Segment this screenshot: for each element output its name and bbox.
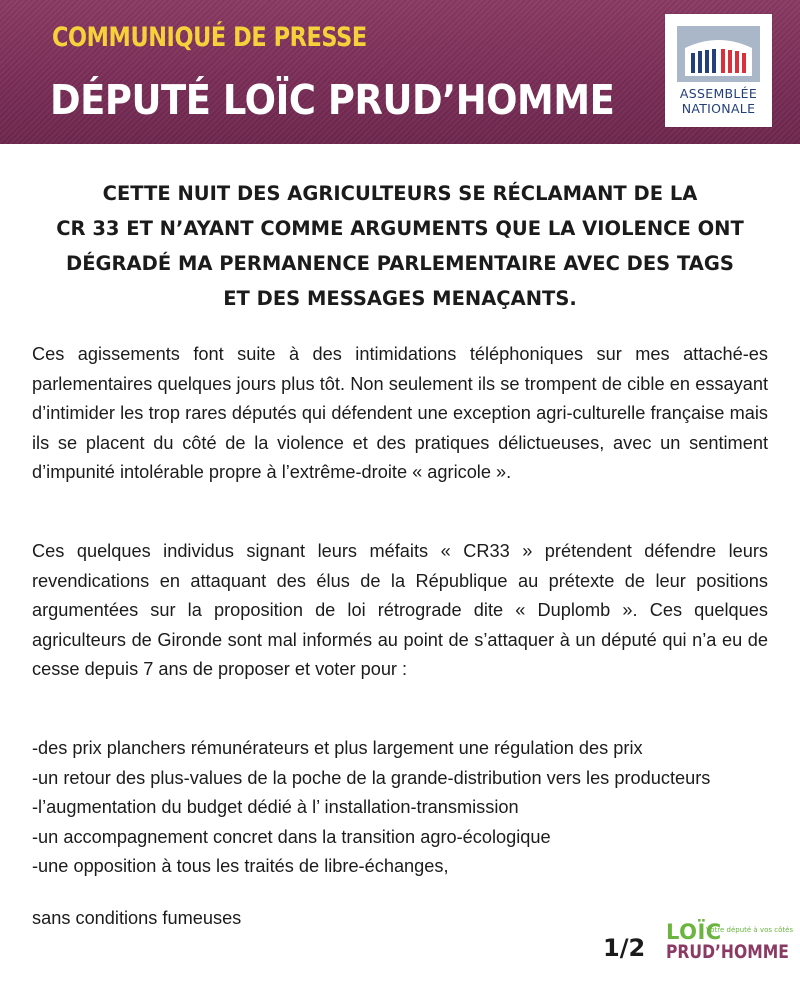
press-release-label: COMMUNIQUÉ DE PRESSE — [52, 22, 367, 53]
hemicycle-icon — [677, 26, 760, 82]
logo-line-nationale: NATIONALE — [681, 101, 756, 116]
assemblee-nationale-logo — [665, 14, 772, 127]
headline-line-3: DÉGRADÉ MA PERMANENCE PARLEMENTAIRE AVEC DES TAGS — [66, 252, 734, 275]
page-number: 1/2 — [603, 934, 646, 962]
list-item: -un accompagnement concret dans la transition agro-écologique — [32, 826, 551, 847]
body-paragraph-2: Ces quelques individus signant leurs méfaits « CR33 » prétendent défendre leurs revendications en attaquant des élus de la République au prétexte de leur positions argumentées sur la proposition de loi rétrograde dite « Duplomb ». Ces quelques agriculteurs de Gironde sont mal informés au point de s’attaquer à un député qui n’a eu de cesse depuis 7 ans de proposer et voter pour : — [32, 541, 768, 679]
headline-line-4: ET DES MESSAGES MENAÇANTS. — [223, 287, 577, 310]
deputy-name-title: DÉPUTÉ LOÏC PRUD’HOMME — [50, 76, 615, 124]
closing-line: sans conditions fumeuses — [32, 908, 242, 928]
list-item: -des prix planchers rémunérateurs et plus largement une régulation des prix — [32, 738, 643, 758]
list-item: -l’augmentation du budget dédié à l’ installation-transmission — [32, 797, 519, 817]
body-paragraph-1: Ces agissements font suite à des intimidations téléphoniques sur mes attaché-es parlementaires quelques jours plus tôt. Non seulement ils se trompent de cible en essayant d’intimider les trop rares députés qui défendent une exception agri-culturelle française mais ils se placent du côté de la violence et des pratiques délictueuses, avec un sentiment d’impunité intolérable propre à l’extrême-droite « agricole ». — [32, 344, 768, 482]
brand-tagline: Votre député à vos côtés — [706, 926, 794, 934]
headline — [20, 176, 780, 316]
list-item: -un retour des plus-values de la poche de la grande-distribution vers les producteurs — [32, 767, 711, 788]
logo-line-assemblee: ASSEMBLÉE — [679, 86, 758, 101]
list-item: -une opposition à tous les traités de libre-échanges, — [32, 856, 449, 876]
headline-line-2: CR 33 ET N’AYANT COMME ARGUMENTS QUE LA VIOLENCE ONT — [56, 217, 744, 240]
demands-list — [32, 734, 776, 882]
loic-prudhomme-logo — [662, 920, 794, 970]
brand-last-name: PRUD’HOMME — [666, 941, 789, 963]
brand-first-name: LOÏC — [666, 920, 722, 944]
headline-line-1: CETTE NUIT DES AGRICULTEURS SE RÉCLAMANT DE LA — [102, 182, 698, 205]
header-banner — [0, 0, 800, 144]
